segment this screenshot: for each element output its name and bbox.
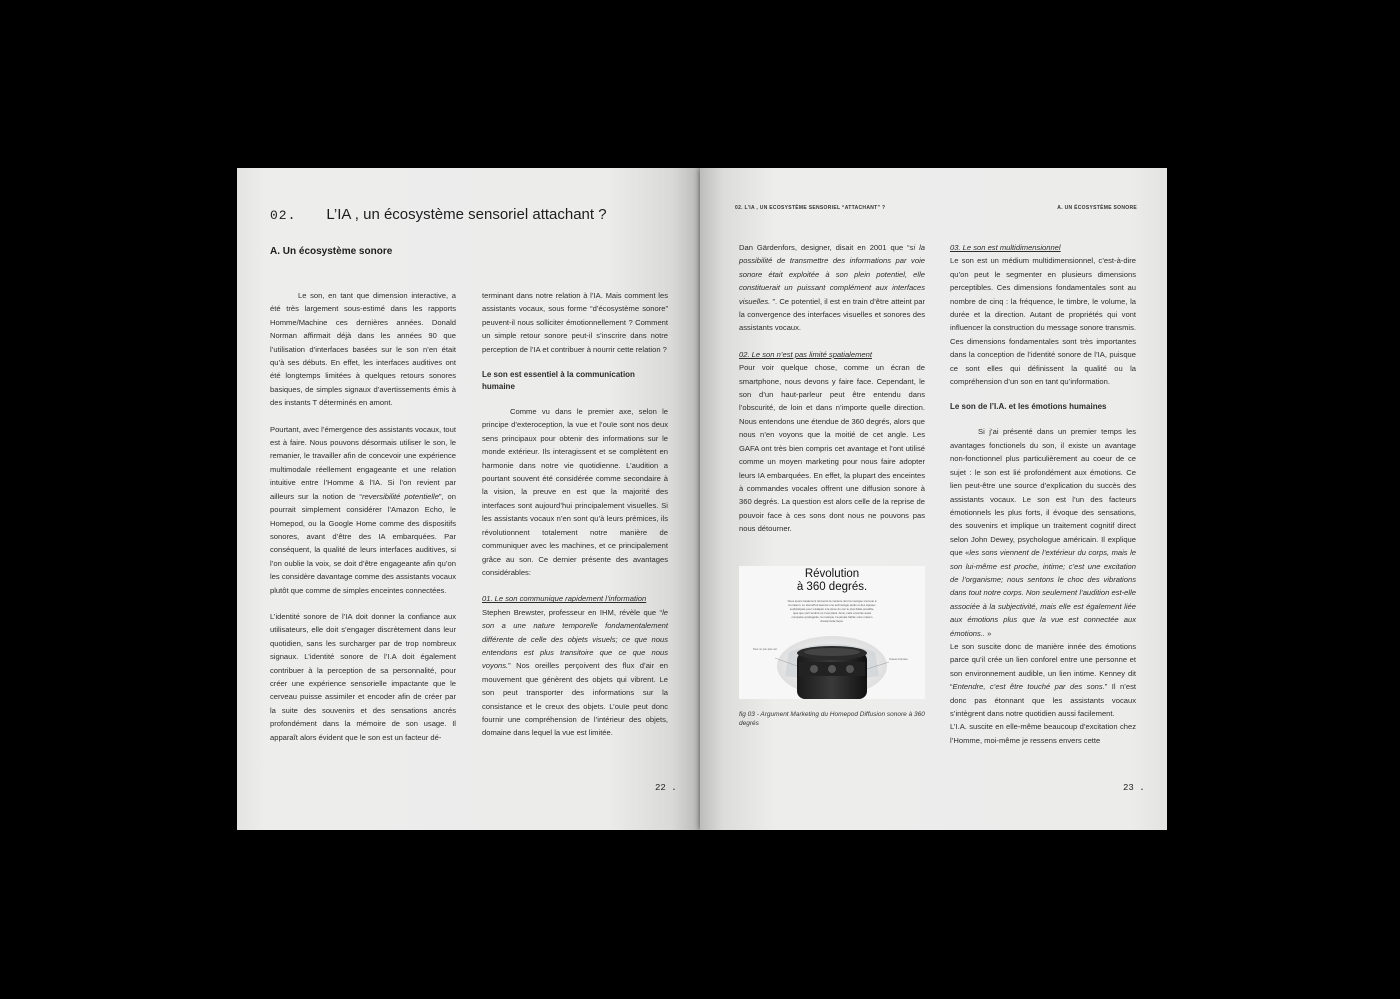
paragraph: Stephen Brewster, professeur en IHM, révèle que “le son a une nature temporelle fondamentalement différente de celle des objets visuels; ce que nous entendons est plus transitoire que ce que nous voyons.” Nos oreilles perçoivent des flux d’air en mouvement que génèrent des objets qui vibrent. Le son peut transporter des informations sur la consistance et le creux des objets. L’ouïe peut donc fournir une compréhension de l’intérieur des objets, domaine dans lequel la vue est limitée. [482,607,668,738]
right-column-1 [739,241,925,549]
right-page [700,168,1167,830]
subheading-italic: 02. Le son n’est pas limité spatialement [739,349,872,359]
chapter-title-text: L’IA , un écosystème sensoriel attachant ? [326,206,607,223]
figure-caption: fig 03 - Argument Marketing du Homepod Diffusion sonore à 360 degrés [739,711,925,727]
right-column-2 [950,241,1136,760]
subheading-italic: 01. Le son communique rapidement l’information [482,594,647,604]
paragraph: Le son est un médium multidimensionnel, c’est-à-dire qu’on peut le segmenter en plusieurs dimensions perceptibles. Ces dimensions fondamentales sont au nombre de cinq : la fréquence, le timbre, le volume, la durée et la direction. Autant de propriétés qui vont influencer la construction du message sonore transmis. Ces dimensions fondamentales sont très importantes dans la conception de l’identité sonore de l’IA, puisque ce sont elles qui définissent la qualité ou la compréhension d’un son en tant qu’information. [950,256,1136,387]
paragraph: Si j’ai présenté dans un premier temps les avantages fonctionels du son, il existe un avantage non-fonctionnel plus particulièrement au coeur de ce sujet : le son est lié profondément aux émotions. Ce lien peut-être une source d’explication du succès des assistants vocaux. Le son est l’un des facteurs émotionnels les plus forts, il évoque des sensations, des souvenirs et implique un traitement cognitif direct selon John Dewey, psychologue américain. Il explique que «les sons viennent de l’extérieur du corps, mais le son lui-même est proche, intime; c’est une excitation de l’organisme; nous sentons le choc des vibrations dans tout notre corps. Non seulement l’audition est-elle associée à la subjectivité, mais elle est également liée aux émotions plus que la vue est connectée aux émotions.. » [950,427,1136,638]
figure-title: Révolution à 360 degrés. [796,568,868,593]
subheading-italic: 03. Le son est multidimensionnel [950,243,1061,252]
paragraph: Comme vu dans le premier axe, selon le principe d’exteroception, la vue et l’ouïe sont nos deux sens principaux pour obtenir des informations sur le monde extérieur. Ils interagissent et se complètent en harmonie dans notre vie quotidienne. L’audition a pourtant souvent été considérée comme secondaire à la vision, la preuve en est que la majorité des interfaces sont aujourd’hui principalement visuelles. Si les assistants vocaux n’en sont qu’à leurs prémices, ils révolutionnent totalement notre manière de communiquer avec les machines, et ce principalement grâce au son. Ce dernier présente des avantages considérables: [482,407,668,577]
page-number: 22 . [655,783,677,793]
paragraph: L’I.A. suscite en elle-même beaucoup d’excitation chez l’Homme, moi-même je ressens envers cette [950,722,1136,745]
subheading: Le son de l’I.A. et les émotions humaines [950,402,1107,412]
chapter-title [270,206,607,223]
left-column-2 [482,289,668,753]
homepod-image [739,566,925,699]
running-header-left: 02. L’IA , UN ECOSYSTÈME SENSORIEL “ATTACHANT” ? [735,205,886,211]
paragraph: L’identité sonore de l’IA doit donner la confiance aux utilisateurs, elle doit s’engager discrètement dans leur quotidien, sans les surcharger par de trop nombreux signaux. L’identité sonore de l’I.A doit également contribuer à la perception de sa personnalité, pour créer une expérience sensorielle impactante que le cerveau puisse assimiler et encoder afin de créer par la suite des souvenirs et des sensations ancrés profondément dans la mémoire de son usage. Il apparaît alors évident que le son est un facteur dé- [270,611,456,742]
running-header-right: A. UN ÉCOSYSTÈME SONORE [1057,205,1137,211]
paragraph: Pour voir quelque chose, comme un écran de smartphone, nous devons y faire face. Cependant, le son d’un haut-parleur peut être entendu dans l’obscurité, de loin et dans n’importe quelle direction. Nous entendons une étendue de 360 degrés, alors que nous n’en voyons que la moitié de cet angle. Les GAFA ont très bien compris cet avantage et l’ont utilisé comme un moyen marketing pour nous faire adopter leurs IA embarquées. En effet, la plupart des enceintes à commandes vocales offrent une diffusion sonore à 360 degrés. La question est alors celle de la reprise de pouvoir face à ces sons dont nous ne pouvons pas nous détourner. [739,363,925,534]
figure-note-left: Pour un son plus net [753,648,777,651]
paragraph: Pourtant, avec l’émergence des assistants vocaux, tout est à faire. Nous pouvons désormais utiliser le son, le remanier, le travailler afin de concevoir une expérience multimodale réellement engageante et une relation intuitive entre l’Homme & l’IA. Si l’on revient par ailleurs sur la notion de “reversibilité potentielle”, on pourrait simplement considérer l’Amazon Echo, le Homepod, ou la Google Home comme des dispositifs sonores, avant d’être des IA embarquées. Par conséquent, la qualité de leurs interfaces auditives, si l’on oublie la voix, se doit d’être engageante afin qu’on les considère davantage comme des assistants vocaux plutôt que comme de simples enceintes connectées. [270,424,456,595]
paragraph: Le son suscite donc de manière innée des émotions parce qu’il crée un lien conforel entre une personne et son environnement audible, un lien intime. Kenney dit “Entendre, c’est être touché par des sons.” Il n’est donc pas étonnant que les assistants vocaux s’intègrent dans notre quotidien aussi facilement. [950,641,1136,718]
figure-body-text: Nous avons totalement réinventé la manière dont la musique s’écoute à la maison. Le HomePod associe une technologie audio et des signaux sophistiqués pour s’adapter à la pièce du son le plus fidèle possible, quel que soit l’endroit où il est placé. Ainsi, cette enceinte aussi compacte qu’élégante, la musique n’a jamais habité votre maison d’aussi belle façon. [787,599,877,623]
figure-note-right: Graves intenses [889,658,908,661]
section-title: A. Un écosystème sonore [270,246,393,257]
chapter-number: 02. [270,208,297,223]
subheading: Le son est essentiel à la communication humaine [482,370,635,392]
paragraph: Dan Gärdenfors, designer, disait en 2001 que “si la possibilité de transmettre des informations par voie sonore était exploitée à son plein potentiel, elle constituerait un puissant complément aux interfaces visuelles. ”. Ce potentiel, il est en train d’être atteint par la convergence des interfaces visuelles et sonores des assistants vocaux. [739,243,925,333]
page-number: 23 . [1123,783,1145,793]
magazine-spread [237,168,1167,830]
paragraph: Le son, en tant que dimension interactive, a été très largement sous-estimé dans les rapports Homme/Machine ces dernières années. Donald Norman affirmait déjà dans les années 90 que l’utilisation d’interfaces basées sur le son n’en était qu’à ses débuts. En effet, les interfaces auditives ont été longtemps limitées à quelques retours sonores basiques, de simples signaux d’avertissements émis à des instants T déterminés en amont. [270,291,456,408]
paragraph: terminant dans notre relation à l’IA. Mais comment les assistants vocaux, sous forme “d’écosystème sonore” peuvent-il nous solliciter émotionnellement ? Comment un simple retour sonore peut-il s’inscrire dans notre perception de l’IA et contribuer à nourrir cette relation ? [482,291,668,354]
left-page [237,168,700,830]
left-column-1 [270,289,456,757]
homepod-figure [739,566,925,699]
